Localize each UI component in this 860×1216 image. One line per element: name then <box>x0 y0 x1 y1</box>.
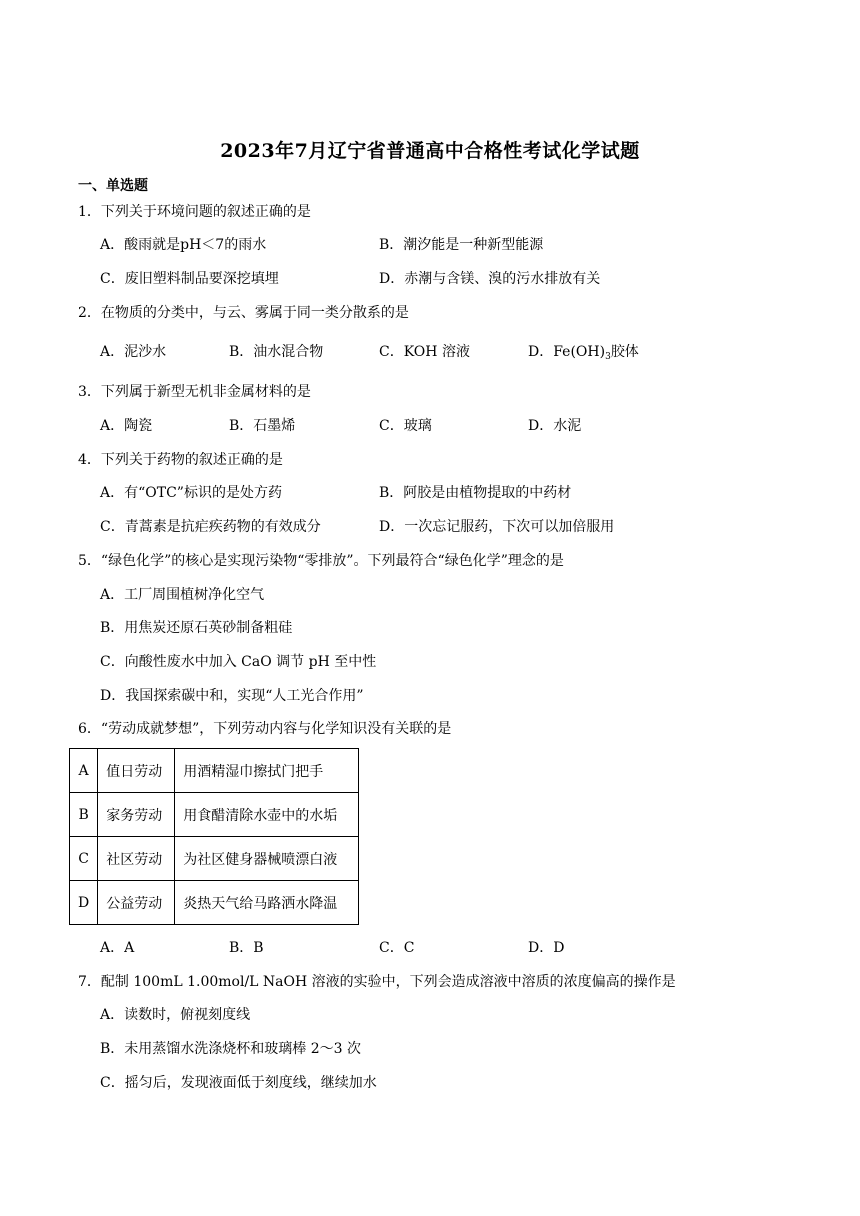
option-text: 读数时，俯视刻度线 <box>124 1007 251 1023</box>
option-label: D． <box>528 418 554 434</box>
option-label: B． <box>379 237 404 253</box>
section-heading: 一、单选题 <box>78 178 148 194</box>
question-4-option-d[interactable] <box>379 517 614 537</box>
formula-text: Fe(OH) <box>553 344 606 360</box>
option-label: D． <box>528 940 554 956</box>
option-text: 胶体 <box>610 344 639 360</box>
option-text: 水泥 <box>553 418 582 434</box>
question-6-option-a[interactable] <box>100 938 134 958</box>
option-label: B． <box>379 485 404 501</box>
question-2-option-c[interactable] <box>379 342 470 362</box>
question-3-option-c[interactable] <box>379 416 432 436</box>
table-row <box>70 749 359 793</box>
question-2-option-d[interactable] <box>528 342 639 367</box>
option-text: 青蒿素是抗疟疾药物的有效成分 <box>124 519 321 535</box>
option-text: 油水混合物 <box>253 344 324 360</box>
option-text: 摇匀后，发现液面低于刻度线，继续加水 <box>124 1075 377 1091</box>
question-4-option-c[interactable] <box>100 517 321 537</box>
formula-subscript: 3 <box>605 352 611 362</box>
formula-fe-oh-3 <box>553 344 611 360</box>
question-5-option-a[interactable] <box>100 585 264 605</box>
page-title: 2023年7月辽宁省普通高中合格性考试化学试题 <box>220 140 640 162</box>
table-row <box>70 837 359 881</box>
option-label: B． <box>229 418 254 434</box>
question-1-option-c[interactable] <box>100 269 279 289</box>
option-text: 潮汐能是一种新型能源 <box>403 237 544 253</box>
table-row <box>70 881 359 925</box>
question-5-option-c[interactable] <box>100 652 376 672</box>
question-3-option-a[interactable] <box>100 416 152 436</box>
table-row <box>70 793 359 837</box>
option-label: C． <box>379 418 404 434</box>
option-label: C． <box>379 940 404 956</box>
table-cell: 家务劳动 <box>98 793 175 837</box>
question-6-option-b[interactable] <box>229 938 264 958</box>
question-7-stem: 7．配制 100mL 1.00mol/L NaOH 溶液的实验中，下列会造成溶液中溶质的浓度偏高的操作是 <box>78 974 676 990</box>
option-label: C． <box>379 344 404 360</box>
option-text: 向酸性废水中加入 CaO 调节 pH 至中性 <box>124 654 377 670</box>
option-label: C． <box>100 271 125 287</box>
option-text: 石墨烯 <box>253 418 296 434</box>
question-1-option-a[interactable] <box>100 235 266 255</box>
question-1-stem: 1．下列关于环境问题的叙述正确的是 <box>78 204 311 220</box>
question-6-option-d[interactable] <box>528 938 564 958</box>
option-label: C． <box>100 654 125 670</box>
question-6-option-c[interactable] <box>379 938 414 958</box>
question-5-option-b[interactable] <box>100 618 292 638</box>
option-label: D． <box>379 519 405 535</box>
option-label: D． <box>379 271 405 287</box>
question-7-option-a[interactable] <box>100 1005 250 1025</box>
question-6-stem: 6．“劳动成就梦想”，下列劳动内容与化学知识没有关联的是 <box>78 721 452 737</box>
question-5-stem: 5．“绿色化学”的核心是实现污染物“零排放”。下列最符合“绿色化学”理念的是 <box>78 553 564 569</box>
option-text: 玻璃 <box>403 418 432 434</box>
table-cell: 公益劳动 <box>98 881 175 925</box>
option-text: 我国探索碳中和，实现“人工光合作用” <box>125 688 364 704</box>
option-text: 有“OTC”标识的是处方药 <box>124 485 282 501</box>
question-3-option-b[interactable] <box>229 416 295 436</box>
option-label: C． <box>100 519 125 535</box>
question-4-option-a[interactable] <box>100 483 282 503</box>
option-text: 未用蒸馏水洗涤烧杯和玻璃棒 2～3 次 <box>124 1041 362 1057</box>
option-label: A． <box>100 587 125 603</box>
question-1-option-d[interactable] <box>379 269 600 289</box>
option-text: 工厂周围植树净化空气 <box>124 587 265 603</box>
option-label: B． <box>229 344 254 360</box>
option-text: 一次忘记服药，下次可以加倍服用 <box>404 519 615 535</box>
option-text: 泥沙水 <box>124 344 167 360</box>
option-label: B． <box>229 940 254 956</box>
question-6-table <box>69 748 359 925</box>
table-cell: B <box>70 793 98 837</box>
table-cell: 为社区健身器械喷漂白液 <box>175 837 359 881</box>
option-label: B． <box>100 620 125 636</box>
question-7-option-b[interactable] <box>100 1039 361 1059</box>
option-label: A． <box>100 940 125 956</box>
option-text: B <box>253 940 264 956</box>
table-cell: 值日劳动 <box>98 749 175 793</box>
option-text: 用焦炭还原石英砂制备粗硅 <box>124 620 293 636</box>
option-label: B． <box>100 1041 125 1057</box>
table-cell: C <box>70 837 98 881</box>
option-text: D <box>553 940 565 956</box>
question-1-option-b[interactable] <box>379 235 543 255</box>
option-text: A <box>124 940 135 956</box>
option-text: 阿胶是由植物提取的中药材 <box>403 485 572 501</box>
question-7-option-c[interactable] <box>100 1073 377 1093</box>
question-4-option-b[interactable] <box>379 483 571 503</box>
question-4-stem: 4．下列关于药物的叙述正确的是 <box>78 452 283 468</box>
question-2-option-b[interactable] <box>229 342 323 362</box>
question-2-stem: 2．在物质的分类中，与云、雾属于同一类分散系的是 <box>78 305 409 321</box>
table-cell: 用食醋清除水壶中的水垢 <box>175 793 359 837</box>
question-3-option-d[interactable] <box>528 416 581 436</box>
option-text: 废旧塑料制品要深挖填埋 <box>124 271 279 287</box>
option-text: C <box>403 940 415 956</box>
option-label: A． <box>100 344 125 360</box>
table-cell: A <box>70 749 98 793</box>
option-text: KOH 溶液 <box>403 344 470 360</box>
option-label: A． <box>100 418 125 434</box>
option-label: D． <box>100 688 126 704</box>
table-cell: 用酒精湿巾擦拭门把手 <box>175 749 359 793</box>
option-label: A． <box>100 237 125 253</box>
option-label: A． <box>100 1007 125 1023</box>
option-label: A． <box>100 485 125 501</box>
question-3-stem: 3．下列属于新型无机非金属材料的是 <box>78 384 311 400</box>
table-cell: 社区劳动 <box>98 837 175 881</box>
table-cell: 炎热天气给马路洒水降温 <box>175 881 359 925</box>
question-2-option-a[interactable] <box>100 342 166 362</box>
option-text: 陶瓷 <box>124 418 153 434</box>
table-cell: D <box>70 881 98 925</box>
option-text: 酸雨就是pH＜7的雨水 <box>124 237 267 253</box>
question-5-option-d[interactable] <box>100 686 364 706</box>
option-label: D． <box>528 344 554 360</box>
option-text: 赤潮与含镁、溴的污水排放有关 <box>404 271 601 287</box>
option-label: C． <box>100 1075 125 1091</box>
